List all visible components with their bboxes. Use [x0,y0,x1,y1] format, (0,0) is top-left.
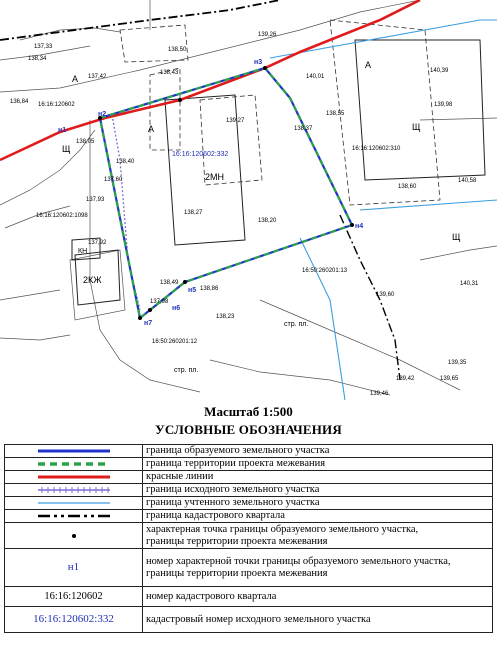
elevation-mark: 138,40 [116,159,135,165]
map-scale: Масштаб 1:500 [204,404,293,419]
legend-symbol-blue-line [5,445,143,458]
elevation-mark: 137,42 [88,74,107,80]
elevation-mark: 138,23 [216,314,235,320]
legend-text: граница территории проекта межевания [143,458,493,471]
elevation-mark: 138,27 [184,210,203,216]
legend-table [4,444,493,633]
parcel-number-label-13: 16:50:260201:13 [302,268,348,274]
legend-symbol-quarter-number [5,587,143,607]
point-label-n4: н4 [355,223,364,230]
parcel-number-label-1098: 16:16:120602:1098 [36,213,88,219]
elevation-mark: 139,65 [440,376,459,382]
legend-text: номер кадастрового квартала [143,587,493,607]
building-code-kn: КН [78,248,88,255]
elevation-mark: 138,37 [294,126,313,132]
point-label-n7: н7 [144,320,153,327]
point-label-n6: н6 [172,305,181,312]
elevation-mark: 136,84 [10,99,29,105]
elevation-mark: 138,34 [28,56,47,62]
elevation-mark: 139,98 [434,102,453,108]
elevation-mark: 140,58 [458,178,477,184]
building-code-2mn: 2МН [205,172,225,182]
elevation-mark: 137,98 [150,299,169,305]
elevation-mark: 137,60 [104,177,123,183]
legend-symbol-dashdot-line [5,510,143,523]
elevation-mark: 140,39 [430,68,449,74]
elevation-mark: 138,60 [398,184,417,190]
legend-text: кадастровый номер исходного земельного участка [143,607,493,633]
elevation-mark: 139,27 [226,118,245,124]
parcel-number-label-right: 16:16:120602:310 [352,146,401,152]
elevation-mark: 138,49 [160,280,179,286]
legend-symbol-text: 16:16:120602 [44,590,103,602]
point-label-n3: н3 [254,59,263,66]
legend-text: характерная точка границы образуемого земельного участка, границы территории проекта межевания [143,523,493,549]
legend-symbol-violet-hatched-line [5,484,143,497]
legend-row [5,484,493,497]
legend-symbol-red-line [5,471,143,484]
elevation-mark: 137,92 [88,240,107,246]
legend-row [5,549,493,587]
map-letter-a2: А [148,124,155,134]
point-label-n2: н2 [98,111,107,118]
map-letter-shch3: Щ [452,232,461,242]
elevation-mark: 138,50 [168,47,187,53]
street-label-2: стр. пл. [174,367,199,374]
legend-symbol-point-number [5,549,143,587]
elevation-mark: 138,55 [326,111,345,117]
street-label-1: стр. пл. [284,321,309,328]
source-parcel-number-label: 16:16:120602:332 [172,151,229,158]
legend-symbol-green-dashed-line [5,458,143,471]
legend-symbol-text: 16:16:120602:332 [33,613,114,625]
legend-text: номер характерной точки границы образуемого земельного участка, границы территории проекта межевания [143,549,493,587]
legend-text: граница исходного земельного участка [143,484,493,497]
legend-symbol-point [5,523,143,549]
legend-row [5,607,493,633]
elevation-mark: 139,42 [396,376,415,382]
elevation-mark: 138,05 [76,139,95,145]
legend-text: граница кадастрового квартала [143,510,493,523]
legend-row [5,445,493,458]
building-code-2kzh: 2КЖ [83,275,102,285]
legend-title: УСЛОВНЫЕ ОБОЗНАЧЕНИЯ [155,422,342,437]
parcel-number-label-12: 16:50:260201:12 [152,339,198,345]
legend-text: граница образуемого земельного участка [143,445,493,458]
point-label-n1: н1 [58,127,67,134]
elevation-mark: 139,60 [376,292,395,298]
quarter-number-label: 16:16:120602 [38,102,75,108]
legend-row [5,458,493,471]
elevation-mark: 137,33 [34,44,53,50]
elevation-mark: 140,01 [306,74,325,80]
legend-text: красные линии [143,471,493,484]
legend-text: граница учтенного земельного участка [143,497,493,510]
map-letter-shch2: Щ [412,122,421,132]
point-dot-icon [72,534,76,538]
legend-symbol-text: н1 [67,561,80,573]
elevation-mark: 139,46 [370,391,389,397]
elevation-mark: 140,31 [460,281,479,287]
elevation-mark: 138,43 [160,70,179,76]
legend-symbol-lightblue-line [5,497,143,510]
elevation-mark: 139,35 [448,360,467,366]
legend-row [5,523,493,549]
elevation-mark: 138,86 [200,286,219,292]
elevation-mark: 137,93 [86,197,105,203]
legend-row [5,587,493,607]
legend-row [5,497,493,510]
legend-row [5,471,493,484]
elevation-mark: 139,26 [258,32,277,38]
legend-symbol-parcel-number [5,607,143,633]
elevation-mark: 138,20 [258,218,277,224]
map-letter-a3: А [365,60,372,70]
map-letter-shch1: Щ [62,144,71,154]
legend-row [5,510,493,523]
point-label-n5: н5 [188,287,197,294]
map-letter-a1: А [72,74,79,84]
